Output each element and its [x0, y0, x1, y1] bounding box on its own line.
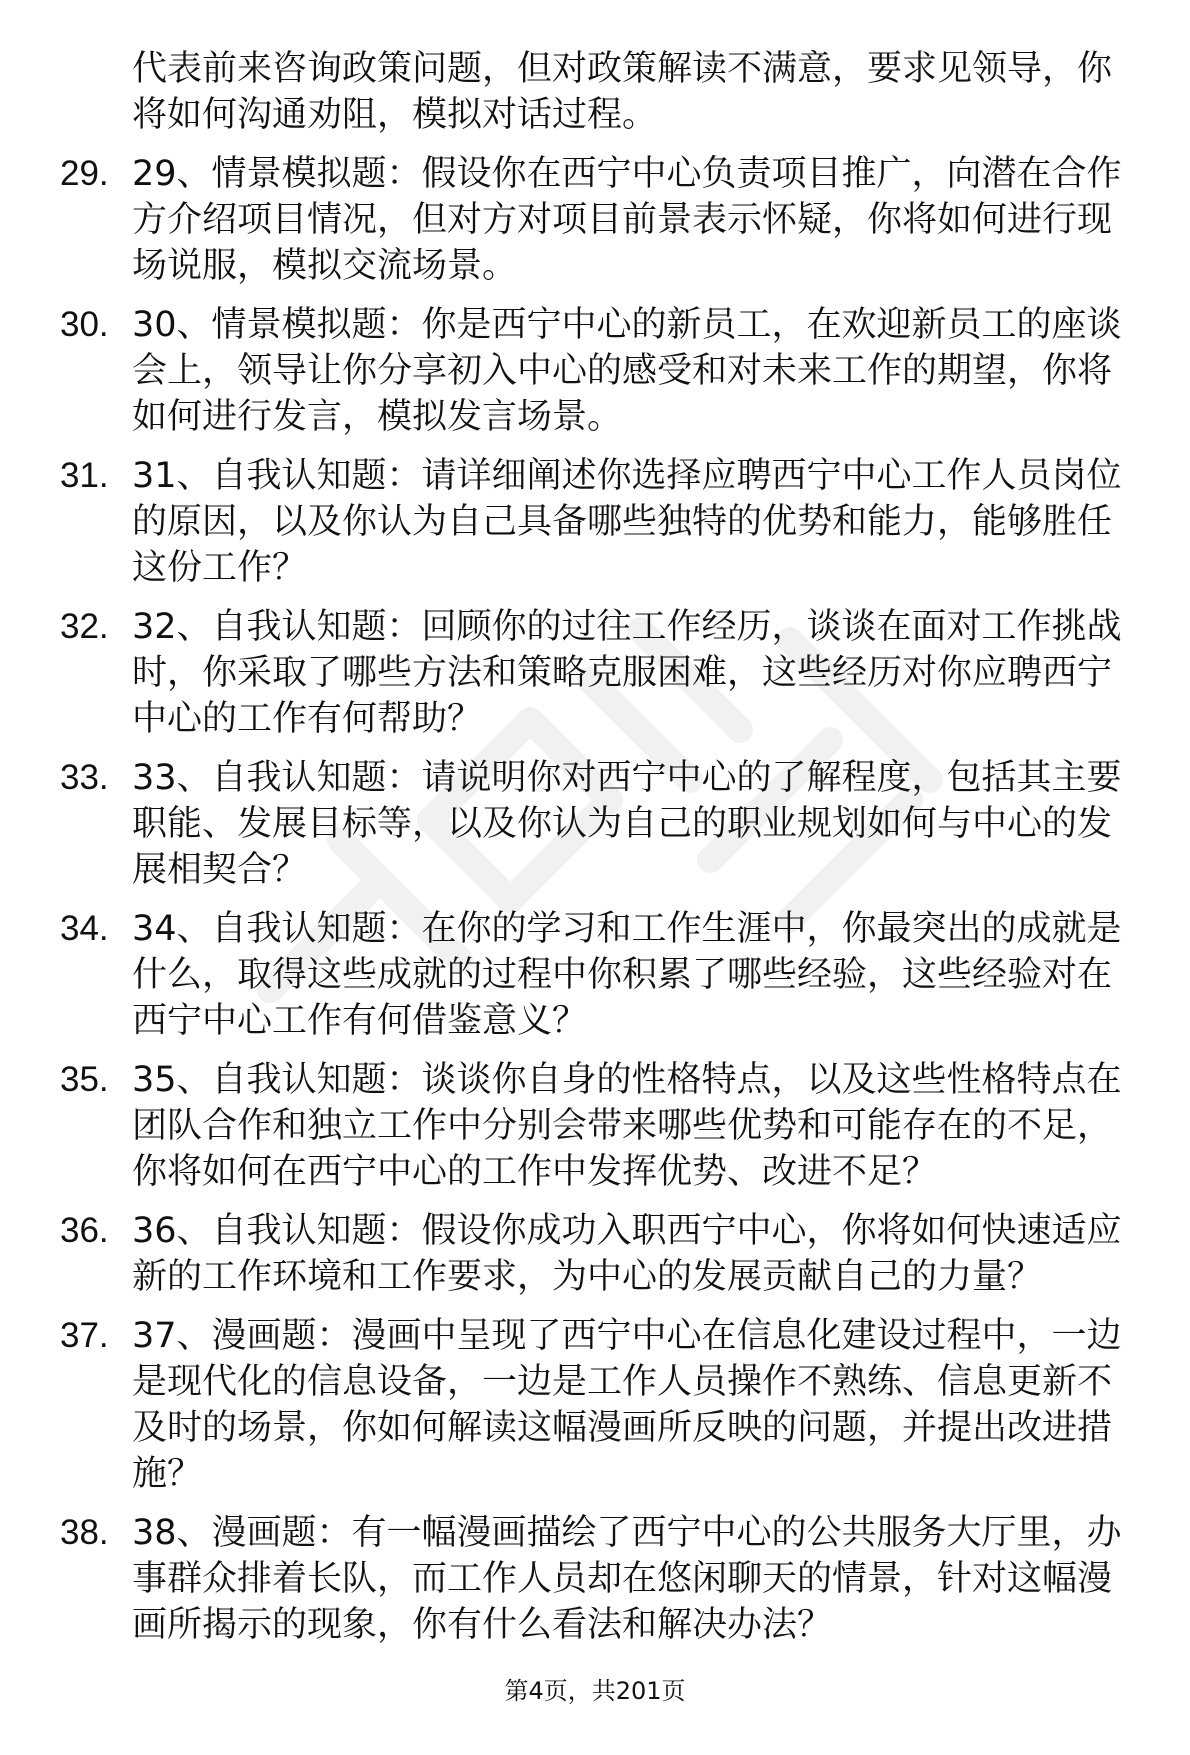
page-footer: 第4页，共201页 — [504, 1677, 686, 1705]
item-text: 29、情景模拟题：假设你在西宁中心负责项目推广，向潜在合作方介绍项目情况，但对方对项目前景表示怀疑，你将如何进行现场说服，模拟交流场景。 — [132, 154, 1122, 286]
item-number: 36. — [60, 1211, 109, 1250]
list-item — [60, 906, 1140, 1044]
item-number: 32. — [60, 607, 109, 646]
item-text: 38、漫画题：有一幅漫画描绘了西宁中心的公共服务大厅里，办事群众排着长队，而工作人员却在悠闲聊天的情景，针对这幅漫画所揭示的现象，你有什么看法和解决办法？ — [132, 1513, 1122, 1645]
item-number: 34. — [60, 909, 109, 948]
item-text: 35、自我认知题：谈谈你自身的性格特点，以及这些性格特点在团队合作和独立工作中分别会带来哪些优势和可能存在的不足，你将如何在西宁中心的工作中发挥优势、改进不足？ — [132, 1060, 1122, 1192]
item-number: 33. — [60, 758, 109, 797]
question-list — [60, 46, 1140, 1661]
item-text: 31、自我认知题：请详细阐述你选择应聘西宁中心工作人员岗位的原因，以及你认为自己具备哪些独特的优势和能力，能够胜任这份工作？ — [132, 456, 1122, 588]
list-item — [60, 1208, 1140, 1300]
item-text: 33、自我认知题：请说明你对西宁中心的了解程度，包括其主要职能、发展目标等，以及你认为自己的职业规划如何与中心的发展相契合？ — [132, 758, 1122, 890]
item-number: 38. — [60, 1513, 109, 1552]
list-item — [60, 453, 1140, 591]
item-text: 30、情景模拟题：你是西宁中心的新员工，在欢迎新员工的座谈会上，领导让你分享初入中心的感受和对未来工作的期望，你将如何进行发言，模拟发言场景。 — [132, 305, 1122, 437]
list-item — [60, 755, 1140, 893]
list-item — [60, 151, 1140, 289]
item-number: 29. — [60, 154, 109, 193]
list-item — [60, 302, 1140, 440]
item-number: 35. — [60, 1060, 109, 1099]
list-item — [60, 604, 1140, 742]
list-item — [60, 1057, 1140, 1195]
list-item — [60, 46, 1140, 138]
list-item — [60, 1313, 1140, 1497]
item-text: 代表前来咨询政策问题，但对政策解读不满意，要求见领导，你将如何沟通劝阻，模拟对话过程。 — [132, 49, 1113, 135]
item-number: 31. — [60, 456, 109, 495]
item-text: 37、漫画题：漫画中呈现了西宁中心在信息化建设过程中，一边是现代化的信息设备，一边是工作人员操作不熟练、信息更新不及时的场景，你如何解读这幅漫画所反映的问题，并提出改进措施？ — [132, 1316, 1122, 1494]
item-text: 36、自我认知题：假设你成功入职西宁中心，你将如何快速适应新的工作环境和工作要求，为中心的发展贡献自己的力量？ — [132, 1211, 1122, 1297]
list-item — [60, 1510, 1140, 1648]
item-number: 30. — [60, 305, 109, 344]
item-text: 34、自我认知题：在你的学习和工作生涯中，你最突出的成就是什么，取得这些成就的过程中你积累了哪些经验，这些经验对在西宁中心工作有何借鉴意义？ — [132, 909, 1122, 1041]
item-number: 37. — [60, 1316, 109, 1355]
item-text: 32、自我认知题：回顾你的过往工作经历，谈谈在面对工作挑战时，你采取了哪些方法和策略克服困难，这些经历对你应聘西宁中心的工作有何帮助？ — [132, 607, 1122, 739]
